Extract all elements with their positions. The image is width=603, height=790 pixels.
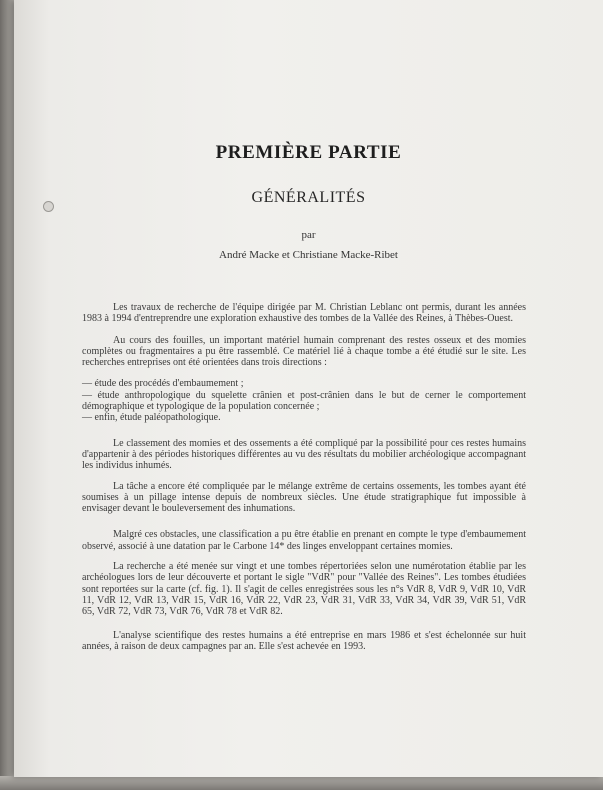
paragraph-tombs: La recherche a été menée sur vingt et une tombes répertoriées selon une numérotation établie par les archéologues lors de leur découverte et portant le sigle "VdR" pour "Vallée des Reines". Les tombes étudiées sont reportées sur la carte (cf. fig. 1). Il s'agit de celles enregistrées sous les n°s VdR 8, VdR 9, VdR 10, VdR 11, VdR 12, VdR 13, VdR 15, VdR 16, VdR 22, VdR 23, VdR 31, VdR 33, VdR 34, VdR 39, VdR 51, VdR 65, VdR 72, VdR 73, VdR 76, VdR 78 et VdR 82.: [82, 561, 526, 618]
book-page: [14, 0, 603, 777]
paragraph-intro: Les travaux de recherche de l'équipe dirigée par M. Christian Leblanc ont permis, durant les années 1983 à 1994 d'entreprendre une exploration exhaustive des tombes de la Vallée des Reines, à Thèbes-Ouest.: [82, 302, 526, 325]
paragraph-obstacles: Malgré ces obstacles, une classification a pu être établie en prenant en compte le type d'embaumement observé, associé à une datation par le Carbone 14* des linges enveloppant certaines momies.: [82, 529, 526, 552]
list-item: — enfin, étude paléopathologique.: [82, 412, 221, 424]
directions-list: [82, 378, 526, 423]
list-item: — étude des procédés d'embaumement ;: [82, 378, 244, 390]
byline-par: par: [301, 229, 316, 241]
section-title: GÉNÉRALITÉS: [251, 189, 366, 206]
body-text: [82, 302, 526, 652]
table-surface: [0, 776, 603, 790]
paragraph-excavation: Au cours des fouilles, un important matériel humain comprenant des restes osseux et des momies complètes ou fragmentaires a pu être rassemblé. Ce matériel lié à chaque tombe a été étudié sur le site. Les recherches entreprises ont été orientées dans trois directions :: [82, 334, 526, 369]
authors-line: André Macke et Christiane Macke-Ribet: [219, 249, 398, 261]
list-item: — étude anthropologique du squelette crânien et post-crânien dans le but de cerner le comportement démographique et typologique de la population concernée ;: [82, 389, 526, 413]
paragraph-mixing: La tâche a encore été compliquée par le mélange extrême de certains ossements, les tombes ayant été soumises à un pillage intense depuis de nombreux siècles. Une étude stratigraphique fut impossible à envisager devant le bouleversement des inhumations.: [82, 480, 526, 515]
paragraph-analysis: L'analyse scientifique des restes humains a été entreprise en mars 1986 et s'est échelonnée sur huit années, à raison de deux campagnes par an. Elle s'est achevée en 1993.: [82, 629, 526, 652]
part-title: PREMIÈRE PARTIE: [215, 142, 402, 163]
paragraph-classification: Le classement des momies et des ossements a été compliqué par la possibilité pour ces restes humains d'appartenir à des périodes historiques différentes au vu des résultats du mobilier archéologique accompagnant les individus inhumés.: [82, 437, 526, 472]
